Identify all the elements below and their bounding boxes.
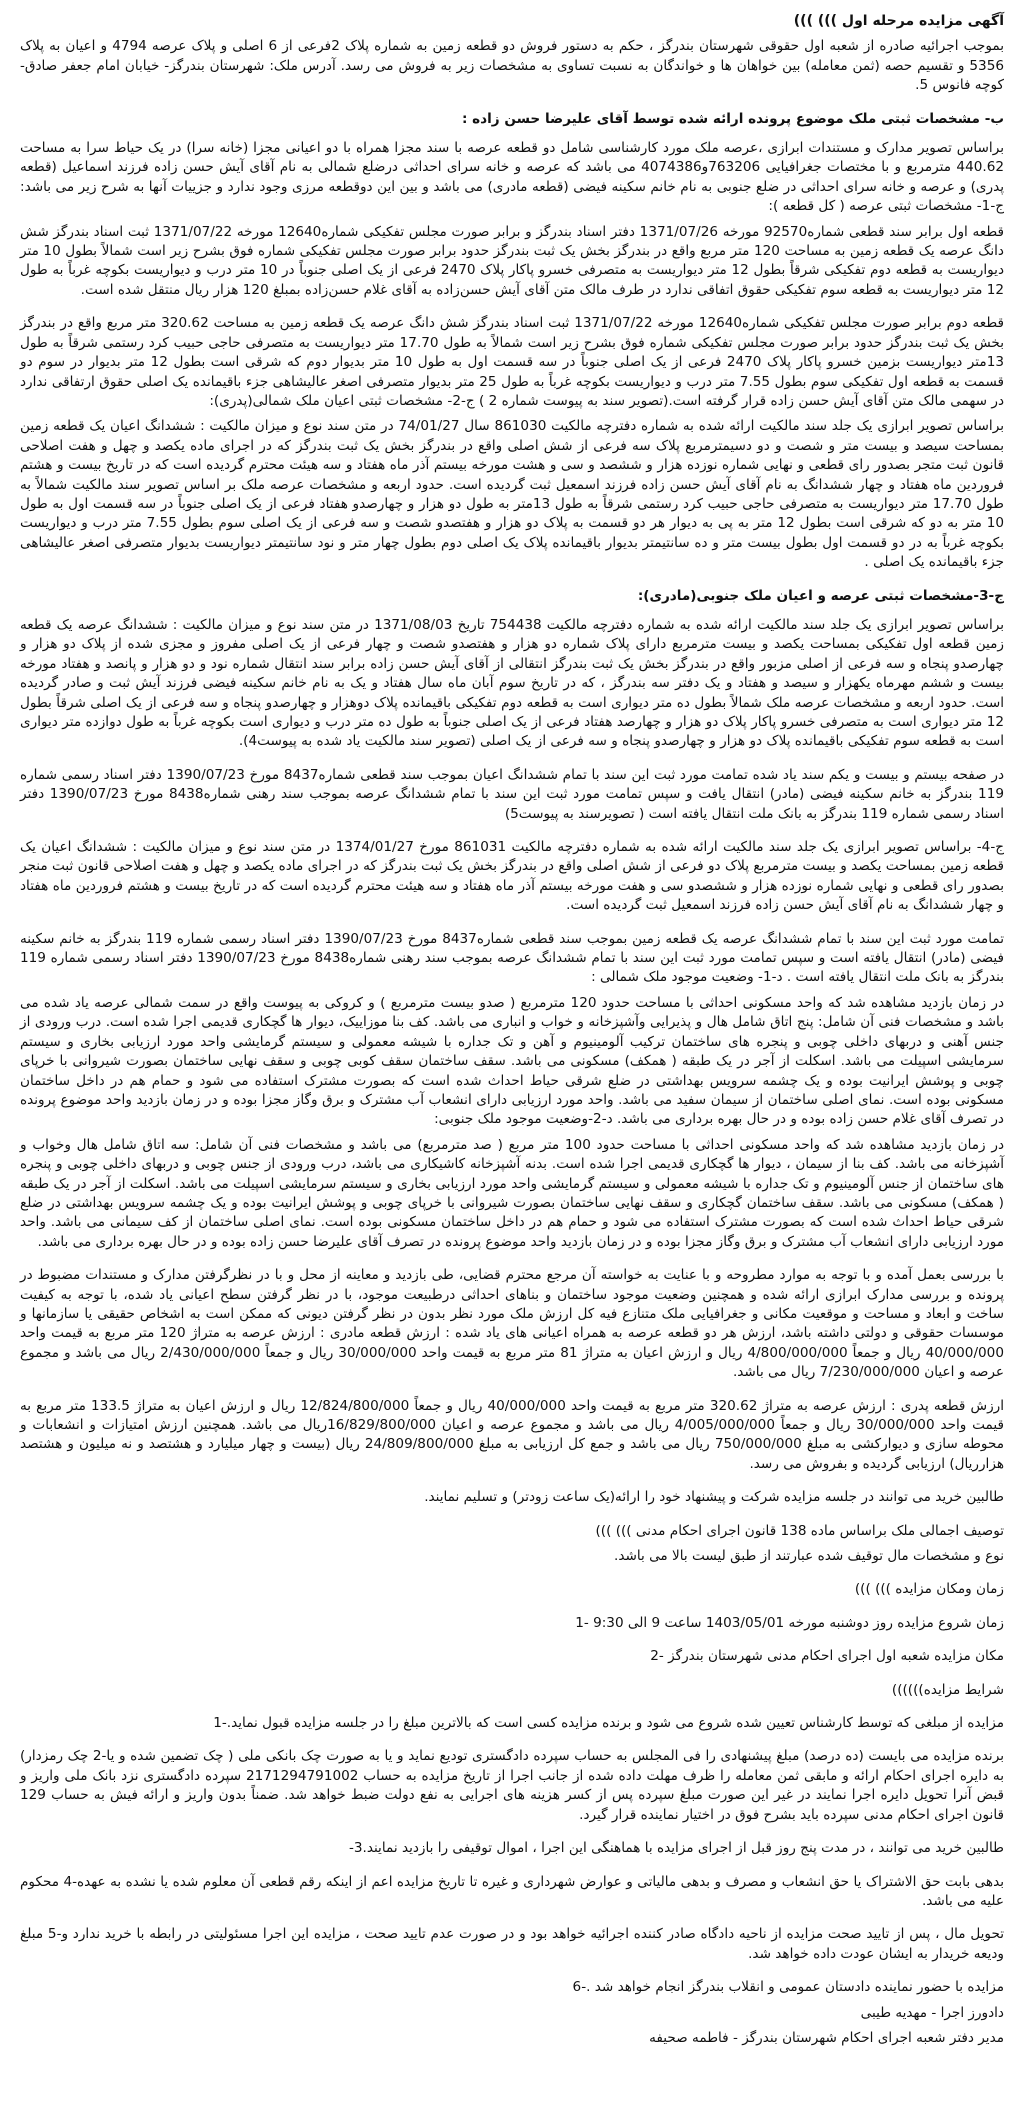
paragraph-north-building: براساس تصویر ابرازی یک جلد سند مالکیت ارائه شده به شماره دفترچه مالکیت 861030 سال 74/01/27 در متن سند نوع و میزان مالکیت : ششدانگ اعیان یک قطعه زمین بمساحت سیصد و بیست متر و شصت و دو دسیمترمربع پلاک سه فرعی از شش اصلی واقع در بندرگز بخش یک ثبت بندرگز که در اجرای ماده یکصد و چهل و هفت اصلاحی قانون ثبت متجر بصدور رای قطعی و نهایی شماره نوزده هزار و ششصد و سی و هشت مورخه بیستم آذر ماه هفتاد و سه هیئت محترم گردیده است که در تاریخ بیست و هشتم فروردین ماه هفتاد و چهار ششدانگ به نام آقای آیش حسن زاده فرزند اسمعیل ثبت گردیده است. حدود اربعه و مشخصات عرصه ملک بر اساس تصویر سند مالکیت شمالاً به طول 17.70 متر دیواریست به متصرفی حاجی حبیب کرد رستمی شرقاً به طول 13متر به طول دو هزار و چهارصدو هفتاد فرعی از یک اصلی جنوباً در سه قسمت اول به طول 10 متر به دو که شرقی است بطول 12 متر به پی به دیوار هر دو قسمت به پلاک دو هزار و هفتصدو شصت و سه فرعی از یک اصلی سوم بطول 7.55 متر درب و دیواریست بکوچه غرباً به در دو قسمت اول بطول بیست متر و ده سانتیمتر بدیوار باقیمانده پلاک یک اصلی دوم بطول چهار متر و نود سانتیمتر دیواریست بدیوار متصرفی اصغر عالیشاهی جزء باقیمانده یک اصلی .: [20, 418, 1004, 571]
section-c3-title: ج-3-مشخصات ثبتی عرصه و اعیان ملک جنوبی(مادری):: [637, 587, 1004, 604]
line-auction-time: زمان شروع مزایده روز دوشنبه مورخه 1403/05/01 ساعت 9 الی 9:30 -1: [575, 1614, 1004, 1631]
plot-2-text: قطعه دوم برابر صورت مجلس تفکیکی شماره12640 مورخه 1371/07/22 ثبت اسناد بندرگز شش دانگ عرصه یک قطعه زمین به مساحت 320.62 متر مربع واقع در بندرگز بخش یک ثبت بندرگز حدود برابر صورت مجلس تفکیکی شماره فوق بشرح زیر است شمالاً به طول 17.70 متر دیواریست به متصرفی حاجی حبیب کرد رستمی شرقاً به طول 13متر دیواریست بزمین خسرو پاکار پلاک 2470 فرعی از یک اصلی جنوباً در سه قسمت اول به طول 10 متر بدیوار دوم که شرقی است بطول 12 متر بدیوار در سوم دو قسمت به قطعه اول تفکیکی سوم بطول 7.55 متر درب و دیواریست بکوچه غرباً به طول 25 متر بدیوار متصرفی اصغر عالیشاهی جزء باقیمانده یک اصلی حقوق ارتفاقی ندارد در سهمی مالک متن آقای آیش حسن زاده قرار گرفته است.(تصویر سند به پیوست شماره 2 ): [20, 315, 1005, 409]
paragraph-south-status: در زمان بازدید مشاهده شد که واحد مسکونی احداثی با مساحت حدود 100 متر مربع ( صد مترمربع) می باشد و مشخصات فنی آن شامل: سه اتاق شامل هال وخواب و آشپزخانه می باشد. کف بنا از سیمان ، دیوار ها گچکاری قدیمی اجرا شده است. بدنه آشپزخانه کاشیکاری می باشد، درب ورودی از جنس چوبی و دربهای داخلی چوبی و پنجره های ساختمان از جنس آلومینیوم و تک جداره با شیشه معمولی و سیستم گرمایشی واحد مورد ارزیابی بخاری و سیستم سرمایشی اسپیلت می باشد. اسکلت از آجر در یک طبقه ( همکف) مسکونی می باشد. سقف ساختمان گچکاری و سقف نهایی ساختمان بصورت شیروانی با خرپای چوبی و پوشش ایرانیت بوده و یک چشمه سرویس بهداشتی در ضلع شرقی حیاط احداث شده است که بصورت مشترک استفاده می شود و حمام هم در داخل ساختمان مسکونی بوده است. نمای اصلی ساختمان از کف سیمانی می باشد. واحد مورد ارزیابی دارای انشعاب آب مشترک و برق وگاز مجزا بوده و در زمان بازدید واحد موضوع پرونده در تصرف آقای علیرضا حسن زاده بوده و در حال بهره برداری می باشد.: [20, 1136, 1005, 1250]
section-b-text: براساس تصویر مدارک و مستندات ابرازی ،عرصه ملک مورد کارشناسی شامل دو قطعه عرصه با سند مجزا همراه با دو اعیانی مجزا (خانه سرا) در یک حیاط سرا به مساحت 440.62 مترمربع و با مختصات جغرافیایی 763206و4074386 می باشد که عرصه و خانه سرای احداثی درضلع شمالی به نام آقای آیش حسن زاده فرزند اسماعیل (قطعه پدری) و عرصه و خانه سرای احداثی در ضلع جنوبی به نام خانم سکینه فیضی (قطعه مادری) می باشد و بین این دوقطعه مرزی وجود ندارد و جزییات آنها به شرح زیر می باشد:: [20, 140, 1004, 195]
section-d2-title: د-2-وضعیت موجود ملک جنوبی:: [434, 1111, 613, 1128]
condition-3: طالبین خرید می توانند ، در مدت پنج روز قبل از اجرای مزایده با هماهنگی این اجرا ، اموال توقیفی را بازدید نمایند.3-: [348, 1840, 1004, 1857]
intro-paragraph: بموجب اجرائیه صادره از شعبه اول حقوقی شهرستان بندرگز ، حکم به دستور فروش دو قطعه زمین به شماره پلاک 2فرعی از 6 اصلی و پلاک عرصه 4794 و اعیان به پلاک 5356 و تقسیم حصه (ثمن معامله) بین خواهان ها و خواندگان به نسبت تساوی به مشخصات زیر به فروش می رسد. آدرس ملک: شهرستان بندرگز- خیابان امام جعفر صادق-کوچه فانوس 5.: [20, 38, 1004, 94]
line-property-type: نوع و مشخصات مال توقیف شده عبارتند از طبق لیست بالا می باشد.: [614, 1548, 1004, 1565]
signature-office-manager: مدیر دفتر شعبه اجرای احکام شهرستان بندرگز - فاطمه صحیفه: [649, 2029, 1004, 2046]
paragraph-south-property: براساس تصویر ابرازی یک جلد سند مالکیت ارائه شده به شماره دفترچه مالکیت 754438 تاریخ 1371/08/03 در متن سند نوع و میزان مالکیت : ششدانگ عرصه یک قطعه زمین قطعه اول تفکیکی بمساحت یکصد و بیست مترمربع دارای پلاک شماره دو هزار و هفتصدو شصت و چهار فرعی از یک اصلی مفروز و مجزی شده از پلاک دو هزار و چهارصدو پنجاه و سه فرعی از اصلی مزبور واقع در بندرگز بخش یک ثبت بندرگز انتقالی از آقای آیش حسن زاده برابر سند انتقال شماره نود و دو هزار و پانصد و هفتاد مورخه بیست و ششم مهرماه یکهزار و سیصد و هفتاد و یک دفتر سه بندرگز ، که در تاریخ سوم آبان ماه سال هفتاد و یک به نام خانم سکینه فیضی فرزند آیش ثبت و صادر گردیده است. حدود اربعه و مشخصات عرصه ملک شمالاً بطول ده متر دیواری است به قطعه دوم تفکیکی باقیمانده پلاک دوهزار و چهارصدو پنجاه و سه فرعی از یک اصلی شرقاً بطول 12 متر دیواری است به متصرفی خسرو پاکار پلاک دو هزار و چهارصد هفتاد فرعی از یک اصلی جنوباً به طول ده متر درب و دیواری است بکوچه غرباً به طول دوازده متر دیواری است به قطعه سوم تفکیکی باقیمانده پلاک دو هزار و چهارصدو پنجاه و سه فرعی از یک اصلی (تصویر سند مالکیت یاد شده به پیوست4).: [20, 616, 1004, 750]
section-c2-title: ج-2- مشخصات ثبتی اعیان ملک شمالی(پدری):: [209, 392, 475, 409]
section-b-title: ب- مشخصات ثبتی ملک موضوع پرونده ارائه شده توسط آقای علیرضا حسن زاده :: [461, 110, 1004, 127]
section-b1-title: ج-1- مشخصات ثبتی عرصه ( کل قطعه ):: [768, 198, 1004, 215]
line-description: توصیف اجمالی ملک براساس ماده 138 قانون اجرای احکام مدنی ))) ))): [595, 1522, 1004, 1539]
paragraph-north-status: [20, 994, 1004, 1130]
condition-2: برنده مزایده می بایست (ده درصد) مبلغ پیشنهادی را فی المجلس به حساب سپرده دادگستری تودیع نماید و یا به صورت چک بانکی ملی ( چک تضمین شده و یا-2 چک رمزدار) به دایره اجرای احکام ارائه و مابقی ثمن معامله را ظرف مهلت داده شده از جانب اجرا از تاریخ مزایده به حساب 2171294791002 سپرده دادگستری نزد بانک ملی واریز و قبض آنرا تحویل دایره اجرا نمایند در غیر این صورت مبلغ سپرده پس از کسر هزینه های اجرایی به نفع دولت ضبط خواهد شد. ضمناً بدون واریز و ارائه فیش به حساب 129 قانون اجرای احکام مدنی سپرده باید بشرح فوق در اختیار نماینده قرار گیرد.: [20, 1748, 1004, 1823]
line-time-place-title: زمان ومکان مزایده ))) ))): [854, 1581, 1004, 1598]
notice-title: آگهی مزایده مرحله اول ))) ))): [793, 13, 1004, 29]
north-status-text: در زمان بازدید مشاهده شد که واحد مسکونی احداثی با مساحت حدود 120 مترمربع ( صدو بیست مترمربع ) و کروکی به پیوست واقع در سمت شمالی عرصه یاد شده می باشد و مشخصات فنی آن شامل: پنج اتاق شامل هال و پذیرایی وآشپزخانه و خواب و انباری می باشد. کف بنا موزاییک، دیوار ها گچکاری قدیمی اجرا شده است. درب ورودی از جنس آهنی و دربهای داخلی چوبی و پنجره های ساختمان ترکیب آلومینیوم و آهن و تک جداره با شیشه معمولی و سیستم گرمایشی واحد مورد ارزیابی بخاری و سیستم سرمایشی اسپیلت می باشد. اسکلت از آجر در یک طبقه ( همکف) مسکونی می باشد. سقف ساختمان سقف کوبی چوبی و سقف نهایی ساختمان بصورت شیروانی با خرپای چوبی و پوشش ایرانیت بوده و یک چشمه سرویس بهداشتی در ضلع شرقی حیاط احداث شده است که بصورت مشترک استفاده می شود و حمام هم در داخل ساختمان مسکونی بوده است. نمای اصلی ساختمان از سیمان سفید می باشد. واحد مورد ارزیابی دارای انشعاب آب مشترک و برق وگاز مجزا بوده و در زمان بازدید واحد موضوع پرونده در تصرف آقای غلام حسن زاده بوده و در حال بهره برداری می باشد.: [20, 994, 1005, 1128]
condition-1: مزایده از مبلغی که توسط کارشناس تعیین شده شروع می شود و برنده مزایده کسی است که بالاترین مبلغ را در جلسه مزایده قبول نماید.-1: [213, 1715, 1004, 1732]
section-d1-title: د-1- وضعیت موجود ملک شمالی :: [591, 969, 783, 986]
paragraph-valuation-father: ارزش قطعه پدری : ارزش عرصه به متراژ 320.62 متر مربع به قیمت واحد 40/000/000 ریال و جمعاً 12/824/800/000 ریال و ارزش اعیان به متراژ 133.5 متر مربع به قیمت واحد 30/000/000 ریال و جمعاً 4/005/000/000 ریال می باشد و مجموع عرصه و اعیان 16/829/800/000ریال می باشد. همچنین ارزش امتیازات و انشعابات و محوطه سازی و دیوارکشی به مبلغ 750/000/000 ریال می باشد و جمع کل ارزیابی به مبلغ 24/809/800/000 ریال (بیست و چهار میلیارد و هشتصد و نه میلیون و هشتصد هزارریال) ارزیابی گردیده و بفروش می رسد.: [20, 1397, 1005, 1472]
paragraph-plot-2: [20, 314, 1004, 411]
condition-4: بدهی بابت حق الاشتراک یا حق انشعاب و مصرف و بدهی مالیاتی و عوارض شهرداری و غیره تا تاریخ مزایده اعم از اینکه رقم قطعی آن معلوم شده یا نشده به عهده-4 محکوم علیه می باشد.: [20, 1873, 1004, 1909]
condition-5: تحویل مال ، پس از تایید صحت مزایده از ناحیه دادگاه صادر کننده اجرائیه خواهد بود و در صورت عدم تایید صحت ، مزایده این اجرا مسئولیتی در رابطه با خرید ندارد و-5 مبلغ ودیعه خریدار به ایشان عودت داده خواهد شد.: [20, 1926, 1004, 1962]
paragraph-bidders: طالبین خرید می توانند در جلسه مزایده شرکت و پیشنهاد خود را ارائه(یک ساعت زودتر) و تسلیم نمایند.: [424, 1489, 1004, 1506]
paragraph-c4: ج-4- براساس تصویر ابرازی یک جلد سند مالکیت ارائه شده به شماره دفترچه مالکیت 861031 مورخ 1374/01/27 در متن سند نوع و میزان مالکیت : ششدانگ اعیان یک قطعه زمین بمساحت یکصد و بیست مترمربع پلاک دو فرعی از شش اصلی واقع در بندرگز بخش یک ثبت بندرگز که در اجرای ماده یکصد و چهل و هفت اصلاحی قانون ثبت منجر بصدور رای قطعی و نهایی شماره نوزده هزار و ششصدو سی و هفت مورخه بیستم آذر ماه هفتاد و سه هیئت محترم گردیده است که در تاریخ بیست و هشتم فروردین ماه هفتاد و چهار ششدانگ به نام آقای آیش حسن زاده فرزند اسمعیل ثبت گردیده است.: [20, 839, 1005, 914]
paragraph-plot-1: قطعه اول برابر سند قطعی شماره92570 مورخه 1371/07/26 دفتر اسناد بندرگز و برابر صورت مجلس تفکیکی شماره12640 مورخه 1371/07/22 ثبت اسناد بندرگز شش دانگ عرصه یک قطعه زمین به مساحت 120 متر مربع واقع در بندرگز بخش یک ثبت بندرگز حدود برابر صورت مجلس تفکیکی شماره فوق بشرح زیر است شمالاً بطول 10 متر دیواریست به قطعه دوم تفکیکی شرقاً بطول 12 متر دیواریست به متصرفی خسرو پاکار پلاک 2470 فرعی از یک اصلی جنوباً در 10 متر درب و دیواریست بکوچه غرباً به طول 12 متر دیواریست به قطعه سوم تفکیکی حقوق اتفاقی ندارد در طرف مالک متن آقای آیش حسن‌زاده به آقای غلام حسن‌زاده بمبلغ 120 هزار ریال منتقل شده است.: [20, 223, 1005, 298]
condition-6: مزایده با حضور نماینده دادستان عمومی و انقلاب بندرگز انجام خواهد شد .-6: [572, 1979, 1004, 1996]
section-b-paragraph: [20, 139, 1004, 217]
line-auction-place: مکان مزایده شعبه اول اجرای احکام مدنی شهرستان بندرگز -2: [650, 1648, 1004, 1665]
line-conditions-title: شرایط مزایده)))))): [891, 1681, 1004, 1698]
paragraph-transfer-1: در صفحه بیستم و بیست و یکم سند یاد شده تمامت مورد ثبت این سند با تمام ششدانگ اعیان بموجب سند قطعی شماره8437 مورخ 1390/07/23 دفتر اسناد رسمی شماره 119 بندرگز به خانم سکینه فیضی (مادر) انتقال یافت و سپس تمامت مورد ثبت این سند با تمام ششدانگ عرصه بموجب سند رهنی شماره8438 مورخ 1390/07/23 دفتر اسناد رسمی شماره 119 بندرگز به بانک ملت انتقال یافته است ( تصویرسند به پیوست5): [20, 766, 1004, 822]
paragraph-valuation-mother: با بررسی بعمل آمده و با توجه به موارد مطروحه و با عنایت به خواسته آن مرجع محترم قضایی، طی بازدید و معاینه از محل و با در نظرگرفتن مدارک و مستندات مضبوط در پرونده و بررسی مدارک ابرازی ارائه شده و همچنین وضعیت موجود ساختمان و بناهای احداثی درطبیعت موجود، با در نظر گرفتن سطح اعیانی یاد شده، با توجه به کیفیت ساخت و ابعاد و مساحت و موقعیت مکانی و جغرافیایی ملک متنازع فیه کل ارزش ملک مورد نظر بدون در نظر گرفتن دیونی که ممکن است به اشخاص حقیقی یا سازمانها و موسسات حقوقی و دولتی داشته باشد، ارزش هر دو قطعه عرصه به همراه اعیانی های یاد شده : ارزش قطعه مادری : ارزش عرصه به متراژ 120 متر مربع به قیمت واحد 40/000/000 ریال و جمعاً 4/800/000/000 ریال و ارزش اعیان به متراژ 81 متر مربع به قیمت واحد 30/000/000 ریال و جمعاً 2/430/000/000 ریال می باشد و مجموع عرصه و اعیان 7/230/000/000 ریال می باشد.: [20, 1267, 1004, 1381]
signature-executor: دادورز اجرا - مهدیه طیبی: [860, 2004, 1004, 2021]
transfer-2-text: تمامت مورد ثبت این سند با تمام ششدانگ عرصه یک قطعه زمین بموجب سند قطعی شماره8437 مورخ 1390/07/23 دفتر اسناد رسمی شماره 119 بندرگز به خانم سکینه فیضی (مادر) انتقال یافته است و سپس تمامت مورد ثبت این سند با تمام ششدانگ عرصه بموجب سند رهنی شماره8438 مورخ 1390/07/23 دفتر اسناد رسمی شماره 119 بندرگز به بانک ملت انتقال یافته است .: [20, 930, 1004, 986]
paragraph-transfer-2: [20, 930, 1004, 988]
